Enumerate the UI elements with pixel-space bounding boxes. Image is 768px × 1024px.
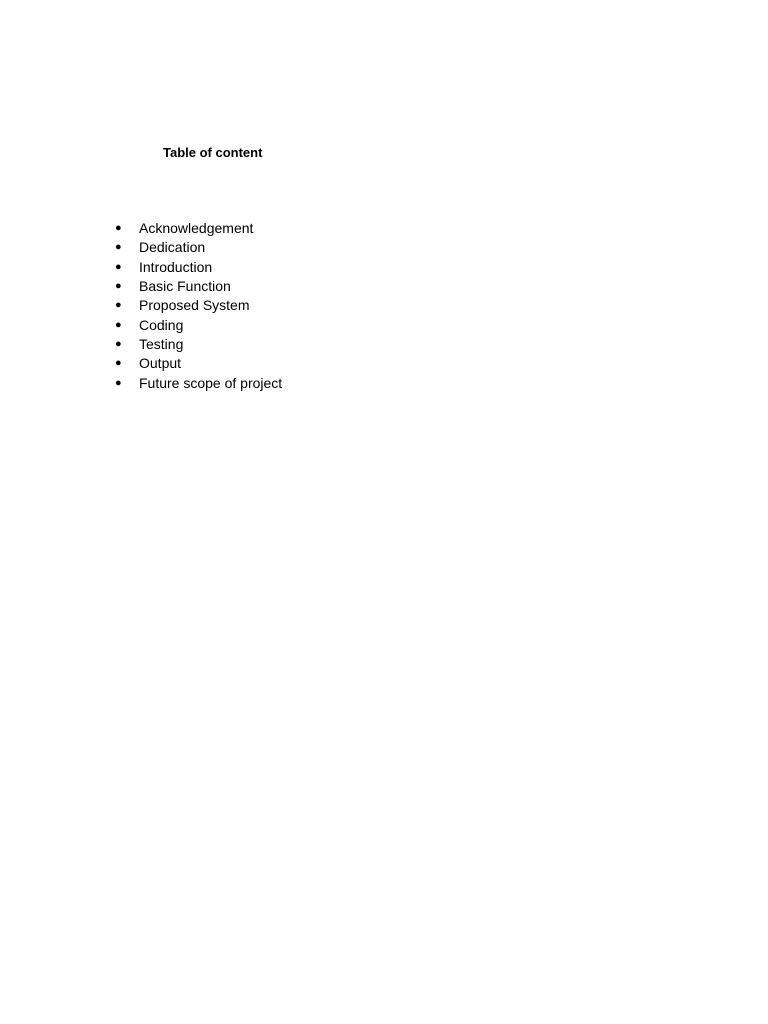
list-item [113, 354, 282, 373]
list-item-label: Dedication [139, 239, 206, 256]
list-item [113, 277, 282, 296]
bullet-icon: ● [115, 241, 122, 254]
bullet-icon: ● [115, 222, 122, 235]
bullet-icon: ● [115, 337, 122, 350]
list-item [113, 296, 282, 315]
bullet-icon: ● [115, 260, 122, 273]
bullet-icon: ● [115, 318, 122, 331]
bullet-icon: ● [115, 280, 122, 293]
list-item [113, 238, 282, 257]
list-item [113, 258, 282, 277]
list-item-label: Introduction [139, 258, 213, 275]
page-title: Table of content [163, 145, 263, 160]
bullet-icon: ● [115, 357, 122, 370]
list-item [113, 219, 282, 238]
list-item [113, 373, 282, 392]
list-item [113, 335, 282, 354]
list-item-label: Basic Function [139, 278, 231, 295]
list-item-label: Output [139, 355, 182, 372]
list-item [113, 315, 282, 334]
list-item-label: Testing [139, 335, 184, 352]
list-item-label: Future scope of project [139, 374, 283, 391]
table-of-contents-list [113, 219, 282, 393]
list-item-label: Proposed System [139, 297, 250, 314]
bullet-icon: ● [115, 376, 122, 389]
list-item-label: Coding [139, 316, 184, 333]
list-item-label: Acknowledgement [139, 220, 254, 237]
bullet-icon: ● [115, 299, 122, 312]
